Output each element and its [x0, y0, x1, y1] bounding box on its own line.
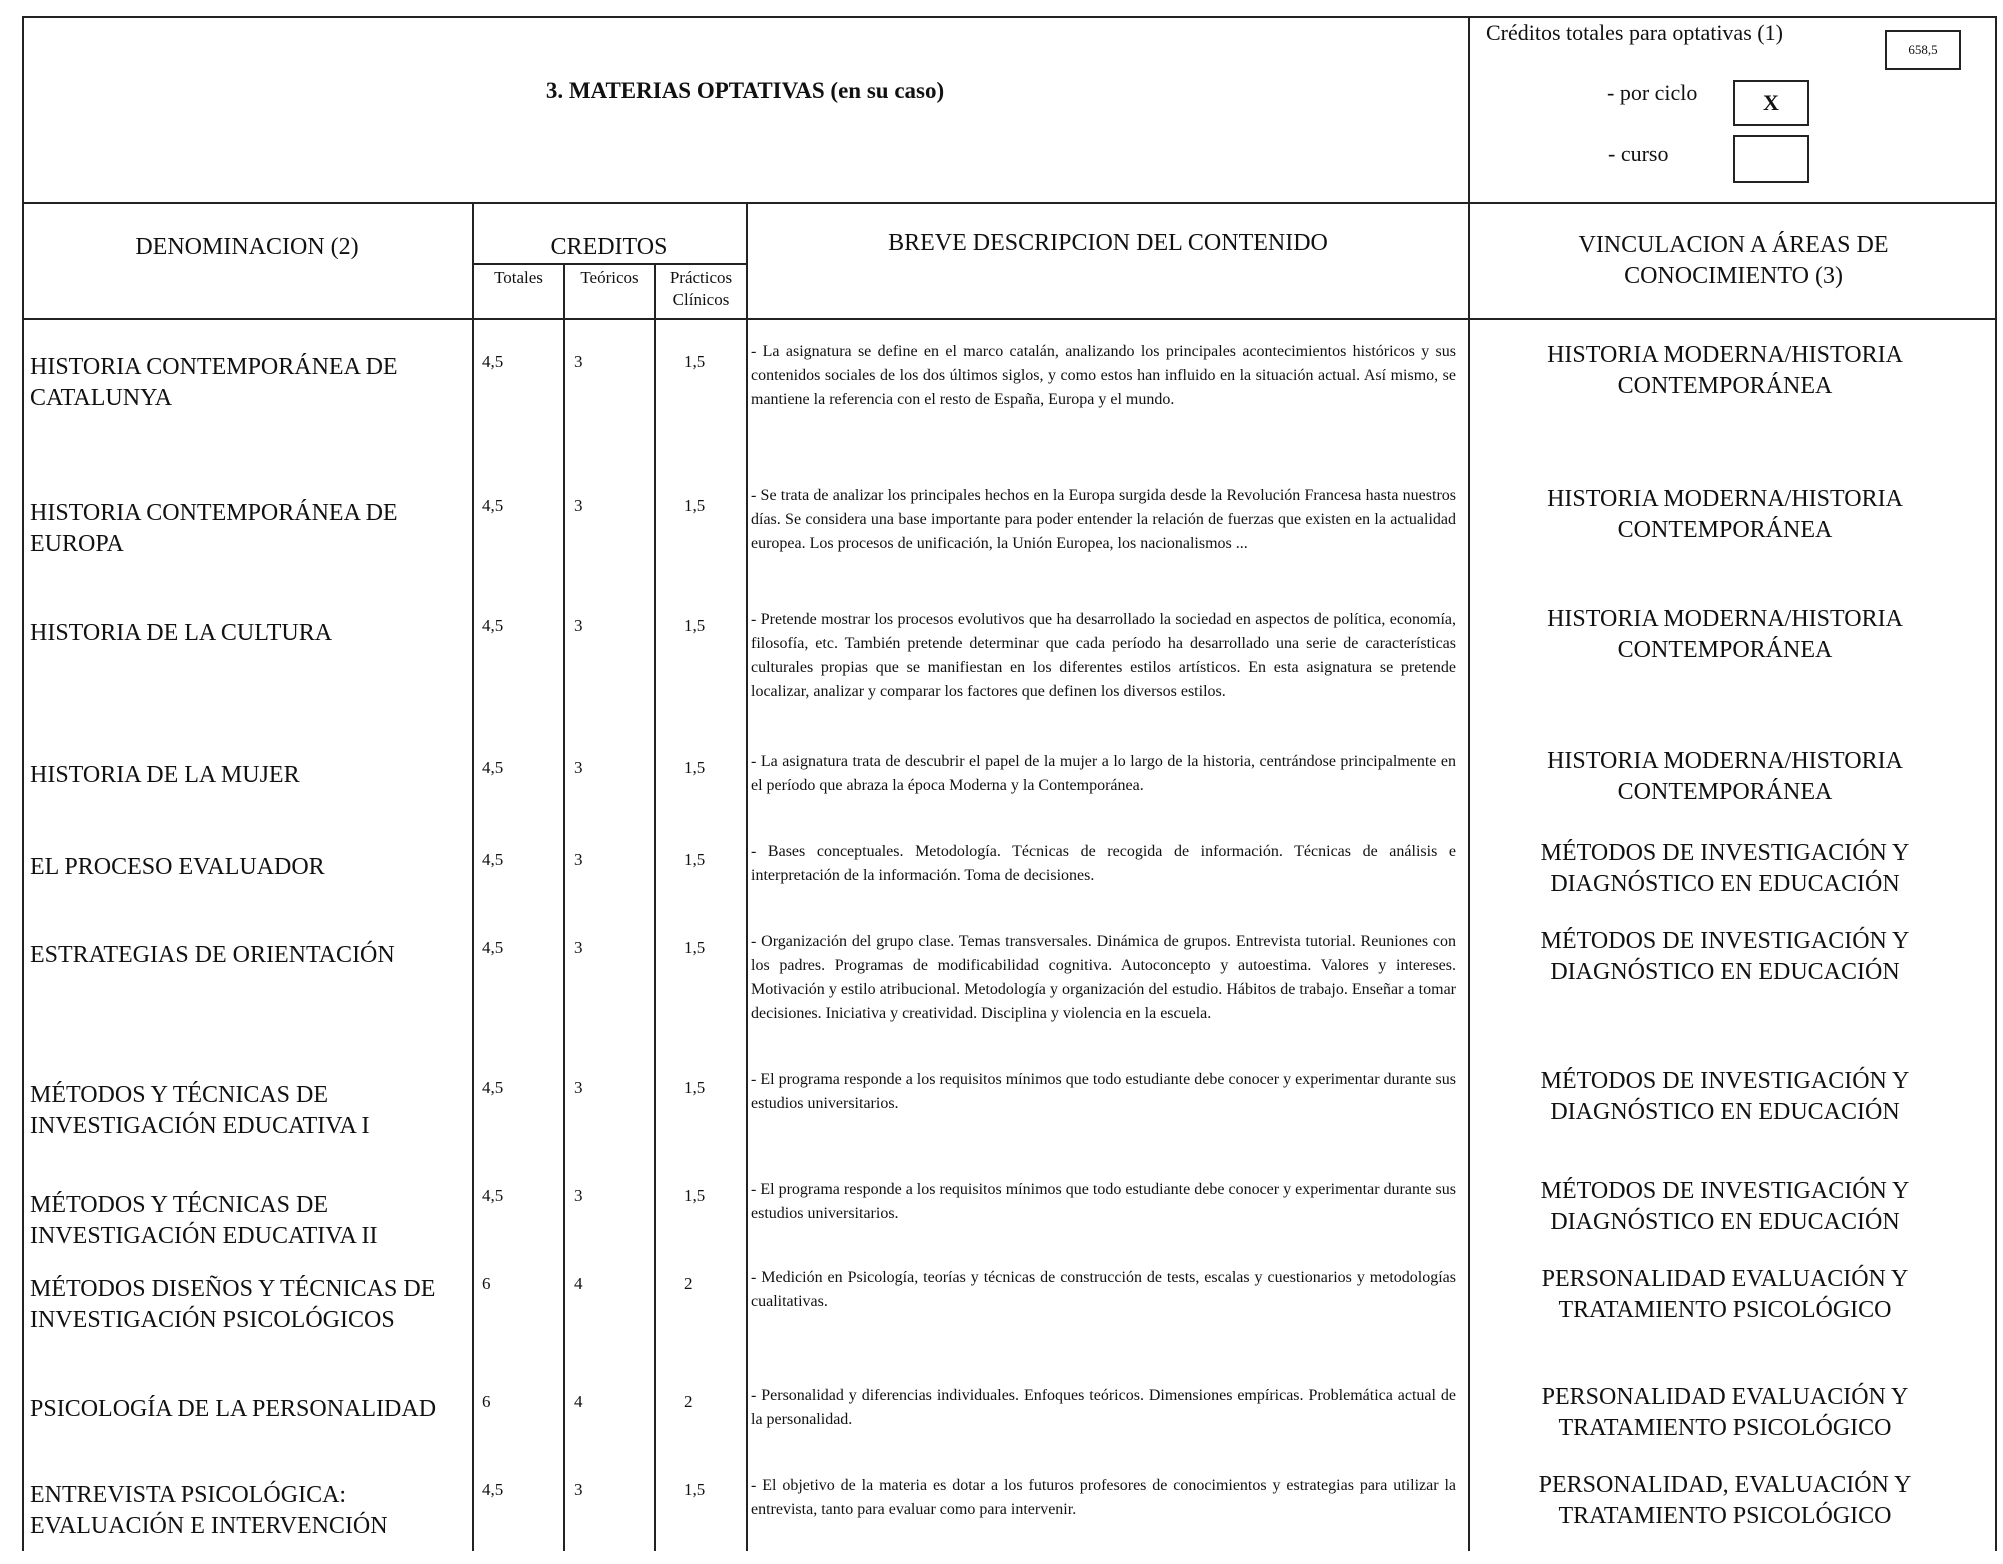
- row-descripcion: - Pretende mostrar los procesos evolutivos que ha desarrollado la sociedad en aspectos de política, economía, filosofía, etc. También pretende determinar que cada período ha desarrollado una serie de características culturales propias que se manifiestan en los diferentes estilos artísticos. En esta asignatura se pretende localizar, analizar y comparar los factores que definen los diversos estilos.: [751, 611, 1456, 700]
- col-divider-practicos: [654, 265, 656, 1551]
- column-header-rule: [22, 318, 1997, 320]
- col-header-totales: Totales: [494, 268, 543, 287]
- row-denominacion: HISTORIA CONTEMPORÁNEA DE EUROPA: [30, 500, 398, 557]
- row-practicos: 1,5: [684, 352, 706, 371]
- row-denominacion: ESTRATEGIAS DE ORIENTACIÓN: [30, 942, 395, 968]
- col-header-denominacion: DENOMINACION (2): [135, 234, 359, 260]
- row-practicos: 1,5: [684, 496, 706, 515]
- col-header-practicos-line1: Prácticos: [669, 268, 733, 287]
- row-teoricos: 3: [574, 496, 583, 515]
- row-denominacion: ENTREVISTA PSICOLÓGICA: EVALUACIÓN E INTERVENCIÓN: [30, 1482, 388, 1539]
- total-credits-label: Créditos totales para optativas (1): [1486, 20, 1783, 45]
- row-area: MÉTODOS DE INVESTIGACIÓN Y DIAGNÓSTICO EN EDUCACIÓN: [1540, 840, 1910, 897]
- por-ciclo-label: - por ciclo: [1607, 80, 1698, 105]
- row-denominacion: HISTORIA CONTEMPORÁNEA DE CATALUNYA: [30, 354, 398, 411]
- col-header-practicos-line2: Clínicos: [672, 290, 730, 309]
- row-descripcion: - Personalidad y diferencias individuales. Enfoques teóricos. Dimensiones empíricas. Problemática actual de la personalidad.: [751, 1387, 1456, 1428]
- row-practicos: 2: [684, 1274, 693, 1293]
- row-descripcion: - La asignatura se define en el marco catalán, analizando los principales acontecimientos históricos y sus contenidos sociales de los dos últimos siglos, y como estos han influido en la situación actual. Así mismo, se mantiene la referencia con el resto de España, Europa y el mundo.: [751, 343, 1456, 408]
- row-descripcion: - Se trata de analizar los principales hechos en la Europa surgida desde la Revolución Francesa hasta nuestros días. Se considera una base importante para poder entender la relación de fuerzas que existen en la actualidad europea. Los procesos de unificación, la Unión Europea, los nacionalismos ...: [751, 487, 1456, 552]
- row-practicos: 1,5: [684, 616, 706, 635]
- row-practicos: 1,5: [684, 1480, 706, 1499]
- row-area: HISTORIA MODERNA/HISTORIA CONTEMPORÁNEA: [1547, 486, 1903, 543]
- row-practicos: 1,5: [684, 758, 706, 777]
- row-area: MÉTODOS DE INVESTIGACIÓN Y DIAGNÓSTICO EN EDUCACIÓN: [1540, 1068, 1910, 1125]
- row-area: HISTORIA MODERNA/HISTORIA CONTEMPORÁNEA: [1547, 606, 1903, 663]
- col-header-practicos: [656, 267, 746, 311]
- row-area: PERSONALIDAD EVALUACIÓN Y TRATAMIENTO PSICOLÓGICO: [1541, 1266, 1909, 1323]
- row-totales: 4,5: [482, 938, 504, 957]
- total-credits-value: 658,5: [1885, 30, 1961, 70]
- col-header-descripcion: BREVE DESCRIPCION DEL CONTENIDO: [888, 230, 1328, 256]
- col-divider-descripcion: [746, 202, 748, 1551]
- row-practicos: 1,5: [684, 1078, 706, 1097]
- curso-label: - curso: [1608, 141, 1669, 166]
- header-divider: [22, 202, 1997, 204]
- row-denominacion: PSICOLOGÍA DE LA PERSONALIDAD: [30, 1396, 437, 1422]
- row-totales: 6: [482, 1392, 491, 1411]
- row-totales: 4,5: [482, 1078, 504, 1097]
- row-practicos: 1,5: [684, 938, 706, 957]
- row-totales: 4,5: [482, 496, 504, 515]
- por-ciclo-checkbox[interactable]: X: [1733, 80, 1809, 126]
- row-denominacion: HISTORIA DE LA CULTURA: [30, 620, 333, 646]
- row-teoricos: 3: [574, 1078, 583, 1097]
- row-totales: 6: [482, 1274, 491, 1293]
- creditos-subheader-rule: [472, 263, 746, 265]
- curso-checkbox[interactable]: [1733, 135, 1809, 183]
- section-title: 3. MATERIAS OPTATIVAS (en su caso): [545, 78, 945, 103]
- row-teoricos: 3: [574, 1480, 583, 1499]
- row-descripcion: - El programa responde a los requisitos mínimos que todo estudiante debe conocer y experimentar durante sus estudios universitarios.: [751, 1071, 1456, 1112]
- row-totales: 4,5: [482, 850, 504, 869]
- row-denominacion: EL PROCESO EVALUADOR: [30, 854, 325, 880]
- row-descripcion: - Medición en Psicología, teorías y técnicas de construcción de tests, escalas y cuestionarios y metodologías cualitativas.: [751, 1269, 1456, 1310]
- row-denominacion: MÉTODOS Y TÉCNICAS DE INVESTIGACIÓN EDUCATIVA I: [30, 1082, 370, 1139]
- row-teoricos: 3: [574, 758, 583, 777]
- row-totales: 4,5: [482, 758, 504, 777]
- row-area: PERSONALIDAD EVALUACIÓN Y TRATAMIENTO PSICOLÓGICO: [1541, 1384, 1909, 1441]
- row-totales: 4,5: [482, 1186, 504, 1205]
- row-area: MÉTODOS DE INVESTIGACIÓN Y DIAGNÓSTICO EN EDUCACIÓN: [1540, 928, 1910, 985]
- row-teoricos: 3: [574, 616, 583, 635]
- row-denominacion: MÉTODOS Y TÉCNICAS DE INVESTIGACIÓN EDUCATIVA II: [30, 1192, 378, 1249]
- row-teoricos: 3: [574, 850, 583, 869]
- row-teoricos: 3: [574, 938, 583, 957]
- row-totales: 4,5: [482, 352, 504, 371]
- row-teoricos: 4: [574, 1392, 583, 1411]
- row-teoricos: 4: [574, 1274, 583, 1293]
- row-descripcion: - Organización del grupo clase. Temas transversales. Dinámica de grupos. Entrevista tutorial. Reuniones con los padres. Programas de modificabilidad cognitiva. Autoconcepto y autoestima. Valores y intereses. Motivación y estilo atribucional. Metodología y organización del estudio. Hábitos de trabajo. Enseñar a tomar decisiones. Iniciativa y creatividad. Disciplina y violencia en la escuela.: [751, 933, 1456, 1022]
- row-teoricos: 3: [574, 1186, 583, 1205]
- row-denominacion: MÉTODOS DISEÑOS Y TÉCNICAS DE INVESTIGACIÓN PSICOLÓGICOS: [30, 1276, 436, 1333]
- row-area: MÉTODOS DE INVESTIGACIÓN Y DIAGNÓSTICO EN EDUCACIÓN: [1540, 1178, 1910, 1235]
- row-descripcion: - Bases conceptuales. Metodología. Técnicas de recogida de información. Técnicas de análisis e interpretación de la información. Toma de decisiones.: [751, 843, 1456, 884]
- row-practicos: 1,5: [684, 850, 706, 869]
- row-area: PERSONALIDAD, EVALUACIÓN Y TRATAMIENTO PSICOLÓGICO: [1538, 1472, 1912, 1529]
- col-header-teoricos: Teóricos: [580, 268, 639, 287]
- row-totales: 4,5: [482, 616, 504, 635]
- row-teoricos: 3: [574, 352, 583, 371]
- col-divider-creditos: [472, 202, 474, 1551]
- col-header-vinculacion: [1470, 230, 1997, 292]
- row-descripcion: - La asignatura trata de descubrir el papel de la mujer a lo largo de la historia, centrándose principalmente en el período que abraza la época Moderna y la Contemporánea.: [751, 753, 1456, 794]
- row-denominacion: HISTORIA DE LA MUJER: [30, 762, 300, 788]
- row-descripcion: - El programa responde a los requisitos mínimos que todo estudiante debe conocer y experimentar durante sus estudios universitarios.: [751, 1181, 1456, 1222]
- row-area: HISTORIA MODERNA/HISTORIA CONTEMPORÁNEA: [1547, 748, 1903, 805]
- row-descripcion: - El objetivo de la materia es dotar a los futuros profesores de conocimientos y estrategias para utilizar la entrevista, tanto para evaluar como para intervenir.: [751, 1477, 1456, 1518]
- row-practicos: 1,5: [684, 1186, 706, 1205]
- row-area: HISTORIA MODERNA/HISTORIA CONTEMPORÁNEA: [1547, 342, 1903, 399]
- col-header-creditos: CREDITOS: [550, 234, 668, 260]
- col-header-vinculacion-line1: VINCULACION A ÁREAS DE: [1578, 232, 1889, 258]
- row-practicos: 2: [684, 1392, 693, 1411]
- row-totales: 4,5: [482, 1480, 504, 1499]
- col-divider-teoricos: [563, 265, 565, 1551]
- col-header-vinculacion-line2: CONOCIMIENTO (3): [1624, 263, 1843, 289]
